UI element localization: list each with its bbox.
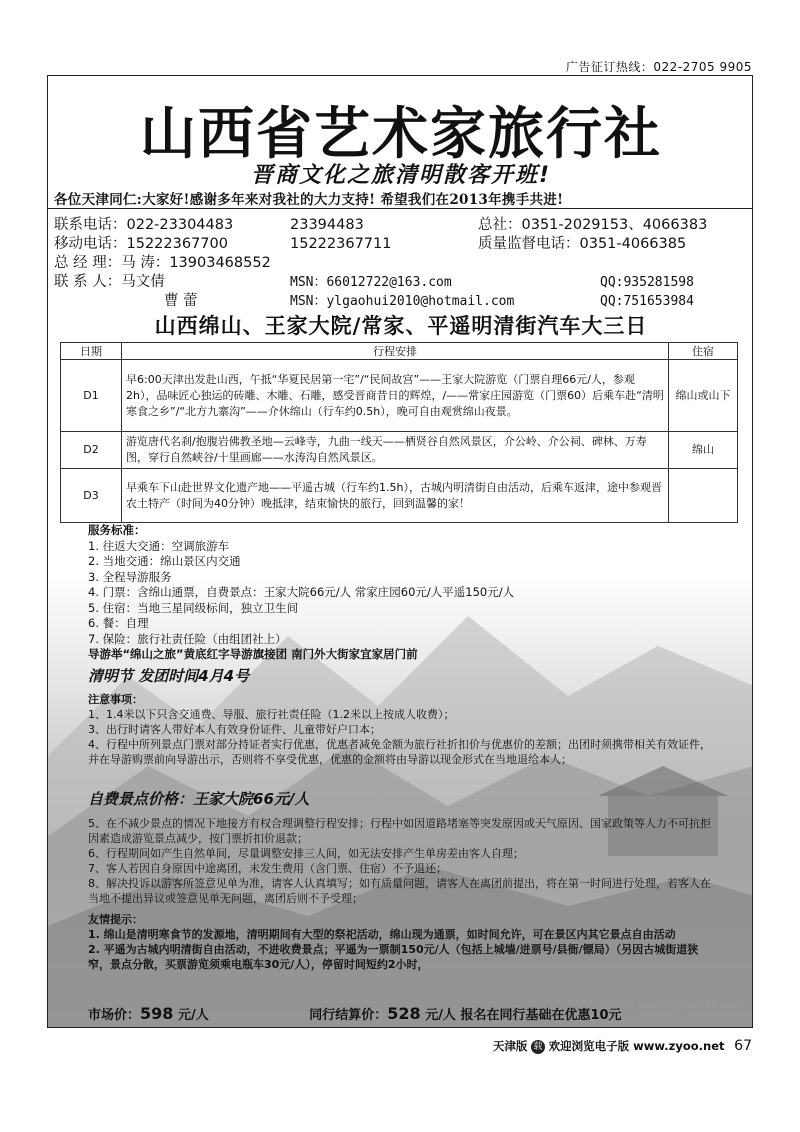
contact1-name: 联 系 人：马文倩 (54, 274, 165, 290)
day-cell: D3 (61, 469, 122, 523)
mobile-secondary: 15222367711 (290, 236, 392, 252)
list-item: 7、客人若因自身原因中途离团，未发生费用（含门票、住宿）不予退还； (88, 862, 447, 875)
market-price-value: 598 (140, 1004, 174, 1023)
contact2-msn: MSN：ylgaohui2010@hotmail.com (290, 294, 515, 309)
notes-section-2 (88, 816, 718, 906)
tel-primary: 联系电话：022-23304483 (54, 217, 234, 233)
market-price-label: 市场价： (88, 1008, 141, 1023)
self-pay-price: 自费景点价格：王家大院66元/人 (88, 790, 310, 808)
hq-phone: 总社：0351-2029153、4066383 (478, 217, 708, 233)
manager: 总 经 理：马 涛：13903468552 (54, 255, 271, 271)
slogan: 晋商文化之旅清明散客开班! (250, 163, 552, 188)
service-standards (88, 523, 514, 663)
page-footer (493, 1038, 752, 1054)
col-date: 日期 (61, 343, 122, 360)
col-plan: 行程安排 (122, 343, 669, 360)
list-item: 6. 餐：自理 (88, 616, 149, 630)
page-number: 67 (734, 1038, 752, 1054)
day-cell: D1 (61, 360, 122, 432)
list-item: 4、行程中所列景点门票对部分持证者实行优惠，优惠者减免金额为旅行社折扣价与优惠价的差额；出团时须携带相关有效证件，并在导游购票前向导游出示，否则将不享受优惠，优惠的金额将由导游以现金形式在当地退给本人； (88, 738, 711, 766)
edition-label: 天津版 (492, 1039, 528, 1053)
contact2-name: 曹 蕾 (164, 293, 198, 309)
table-row (61, 432, 738, 469)
list-item: 8、解决投诉以游客所签意见单为准，请客人认真填写；如有质量问题，请客人在离团前提出，将在第一时间进行处理，若客人在当地不提出异议或签意见单无问题，离团后则不予受理； (88, 877, 711, 905)
contact1-msn: MSN：66012722@163.com (290, 275, 452, 290)
agency-name: 山西省艺术家旅行社 (140, 102, 662, 167)
divider (48, 208, 753, 209)
list-item: 5、在不减少景点的情况下地接方有权合理调整行程安排；行程中如因道路堵塞等突发原因或天气原因、国家政策等人力不可抗拒因素造成游览景点减少，按门票折扣价退款； (88, 817, 711, 845)
plan-cell: 早6:00天津出发赴山西，午抵“华夏民居第一宅”/“民间故宫”——王家大院游览（门票自理66元/人，参观2h），品味匠心独运的砖雕、木雕、石雕，感受晋商昔日的辉煌，/——常家庄园游览（门票60）后乘车赴“清明寒食之乡”/“北方九寨沟”——介休绵山（行车约0.5h），晚可自由观赏绵山夜景。 (122, 360, 669, 432)
itinerary-table (60, 342, 738, 523)
peer-price-label: 同行结算价： (309, 1008, 388, 1023)
contact2-qq: QQ:751653984 (600, 294, 694, 309)
list-item: 6、行程期间如产生自然单间，尽量调整安排三人间，如无法安排产生单房差由客人自理； (88, 847, 524, 860)
greeting: 各位天津同仁:大家好!感谢多年来对我社的大力支持! 希望我们在2013年携手共进! (54, 192, 564, 208)
notes-section (88, 692, 718, 767)
peer-price-note: 元/人 报名在同行基础在优惠10元 (425, 1008, 622, 1023)
mobile-primary: 移动电话：15222367700 (54, 236, 228, 252)
list-item: 1. 绵山是清明寒食节的发源地，清明期间有大型的祭祀活动，绵山现为通票，如时间允许，可在景区内其它景点自由活动 (88, 928, 676, 941)
table-row (61, 360, 738, 432)
watermark: 上传于 www.lyyou114.com (598, 998, 744, 1011)
stay-cell: 绵山 (669, 432, 738, 469)
stay-cell: 绵山或山下 (669, 360, 738, 432)
footer-text: 欢迎浏览电子版 www.zyoo.net (548, 1039, 725, 1053)
list-item: 1、1.4米以下只含交通费、导服、旅行社责任险（1.2米以上按成人收费）； (88, 708, 455, 721)
list-item: 4. 门票：含绵山通票，自费景点：王家大院66元/人 常家庄园60元/人平遥150元/人 (88, 585, 515, 599)
list-item: 5. 住宿：当地三星同级标间，独立卫生间 (88, 600, 299, 615)
list-item: 3. 全程导游服务 (88, 569, 172, 584)
tips-heading: 友情提示： (88, 913, 143, 926)
departure-date: 清明节 发团时间4月4号 (88, 667, 250, 685)
col-stay: 住宿 (669, 343, 738, 360)
plan-cell: 早乘车下山赴世界文化遗产地——平遥古城（行车约1.5h），古城内明清街自由活动，后乘车返津，途中参观晋农土特产（时间为40分钟）晚抵津，结束愉快的旅行，回到温馨的家！ (122, 469, 669, 523)
list-item: 7. 保险：旅行社责任险（由组团社上） (88, 631, 287, 646)
plan-cell: 游览唐代名刹/抱腹岩佛教圣地—云峰寺，九曲一线天——栖贤谷自然风景区，介公岭、介公祠、碑林、万寿图，穿行自然峡谷/十里画廊——水涛沟自然风景区。 (122, 432, 669, 469)
quality-phone: 质量监督电话：0351-4066385 (478, 236, 687, 252)
service-heading: 服务标准： (88, 523, 146, 537)
tips-section (88, 912, 718, 972)
list-item: 2. 平遥为古城内明清街自由活动，不进收费景点；平遥为一票制150元/人（包括上城墙/进票号/县衙/镖局）（另因古城街道狭窄，景点分散，买票游览须乘电瓶车30元/人），停留时间短约2小时， (88, 943, 699, 971)
price-line (88, 1004, 728, 1023)
market-price-unit: 元/人 (177, 1008, 209, 1023)
day-cell: D2 (61, 432, 122, 469)
ad-hotline: 广告征订热线：022-2705 9905 (565, 60, 752, 74)
guide-meeting-point: 导游举“绵山之旅”黄底红字导游旗接团 南门外大街家宜家居门前 (88, 647, 418, 661)
stay-cell (669, 469, 738, 523)
tour-title: 山西绵山、王家大院/常家、平遥明清街汽车大三日 (154, 314, 648, 338)
list-item: 1. 往返大交通：空调旅游车 (88, 538, 230, 553)
contact1-qq: QQ:935281598 (600, 275, 694, 290)
contact-block (54, 216, 753, 311)
list-item: 3、出行时请客人带好本人有效身份证件、儿童带好户口本； (88, 723, 381, 736)
ad-frame (47, 75, 753, 1028)
peer-price-value: 528 (387, 1004, 421, 1023)
list-item: 2. 当地交通：绵山景区内交通 (88, 554, 241, 568)
tel-secondary: 23394483 (290, 217, 364, 233)
notes-heading: 注意事项： (88, 693, 143, 706)
zyoo-logo-icon: 载 (531, 1040, 545, 1054)
table-header-row (61, 343, 738, 360)
table-row (61, 469, 738, 523)
